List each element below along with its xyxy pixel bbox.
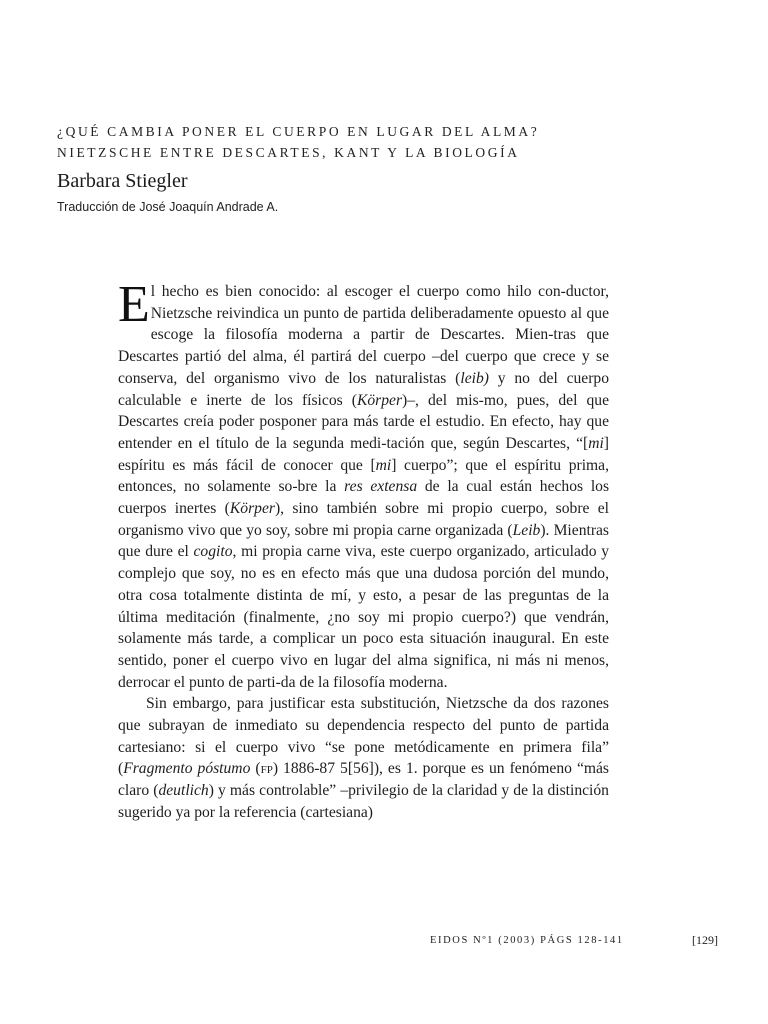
drop-cap: E [118, 276, 150, 333]
para1-text-5: ] cuerpo”; que el espíritu prima, entonces, no solamente so-bre la [118, 456, 609, 496]
author-name: Barbara Stiegler [57, 170, 188, 192]
para1-italic-7: Leib [512, 521, 541, 539]
para1-text-7: ), sino también sobre mi propio cuerpo, sobre el organismo vivo que yo soy, sobre mi propia carne organizada ( [118, 500, 609, 539]
translator-credit: Traducción de José Joaquín Andrade A. [57, 200, 279, 214]
title-line-2: NIETZSCHE ENTRE DESCARTES, KANT Y LA BIOLOGÍA [57, 145, 520, 160]
para1-text-2: y no del cuerpo calculable e inerte de los físicos ( [118, 369, 609, 409]
para1-italic-2: Körper [356, 391, 403, 409]
para1-italic-6: Körper [229, 500, 275, 518]
para1-italic-5: res extensa [344, 478, 418, 496]
para1-text-4: ] espíritu es más fácil de conocer que [ [118, 434, 609, 474]
paragraph-2 [118, 693, 609, 823]
para1-text-6: de la cual están hechos los cuerpos inertes ( [118, 478, 610, 518]
para2-text-4: ) y más controlable” –privilegio de la claridad y de la distinción sugerido ya por la referencia (cartesiana) [118, 782, 609, 821]
para2-smallcaps-1: fp [260, 760, 273, 778]
para1-text-3: )–, del mis-mo, pues, del que Descartes creía poder posponer para más tarde el estudio. En efecto, hay que entender en el título de la segunda medi-tación que, según Descartes, “[ [118, 391, 610, 452]
journal-citation: EIDOS Nº1 (2003) PÁGS 128-141 [430, 935, 624, 946]
para1-italic-1: leib) [460, 369, 489, 387]
para1-text-9: , mi propia carne viva, este cuerpo organizado, articulado y complejo que soy, no es en efecto más que una dudosa porción del mundo, otra cosa totalmente distinta de mí, y esto, a pesar de las preguntas de la última meditación (finalmente, ¿no soy mi propio cuerpo?) que vendrán, solamente más tarde, a complicar un poco esta situación inaugural. En este sentido, poner el cuerpo vivo en lugar del alma significa, ni más ni menos, derrocar el punto de parti-da de la filosofía moderna. [118, 543, 610, 691]
para2-text-2: ( [250, 760, 261, 778]
para2-text-1: Sin embargo, para justificar esta substitución, Nietzsche da dos razones que subrayan de inmediato su dependencia respecto del punto de partida cartesiano: si el cuerpo vivo “se pone metódicamente en primera fila” ( [118, 695, 609, 778]
article-body [118, 276, 610, 824]
article-title [57, 121, 637, 163]
para1-italic-8: cogito [193, 543, 233, 561]
para1-text-8: ). Mientras que dure el [118, 521, 610, 561]
paragraph-1 [118, 276, 610, 693]
page-number: [129] [692, 933, 718, 947]
para1-italic-4: mi [375, 456, 392, 474]
para2-italic-2: deutlich [158, 782, 209, 800]
para2-text-3: ) 1886-87 5[56]), es 1. porque es un fenómeno “más claro ( [118, 760, 610, 800]
para2-italic-1: Fragmento póstumo [123, 760, 251, 778]
para1-italic-3: mi [588, 434, 604, 452]
para1-text-1: l hecho es bien conocido: al escoger el cuerpo como hilo con-ductor, Nietzsche reivindica un punto de partida deliberadamente opuesto al que escoge la filosofía moderna a partir de Descartes. Mien-tras que Descartes partió del alma, él partirá del cuerpo –del cuerpo que crece y se conserva, del organismo vivo de los naturalistas ( [118, 283, 609, 387]
title-line-1: ¿QUÉ CAMBIA PONER EL CUERPO EN LUGAR DEL ALMA? [57, 124, 540, 139]
